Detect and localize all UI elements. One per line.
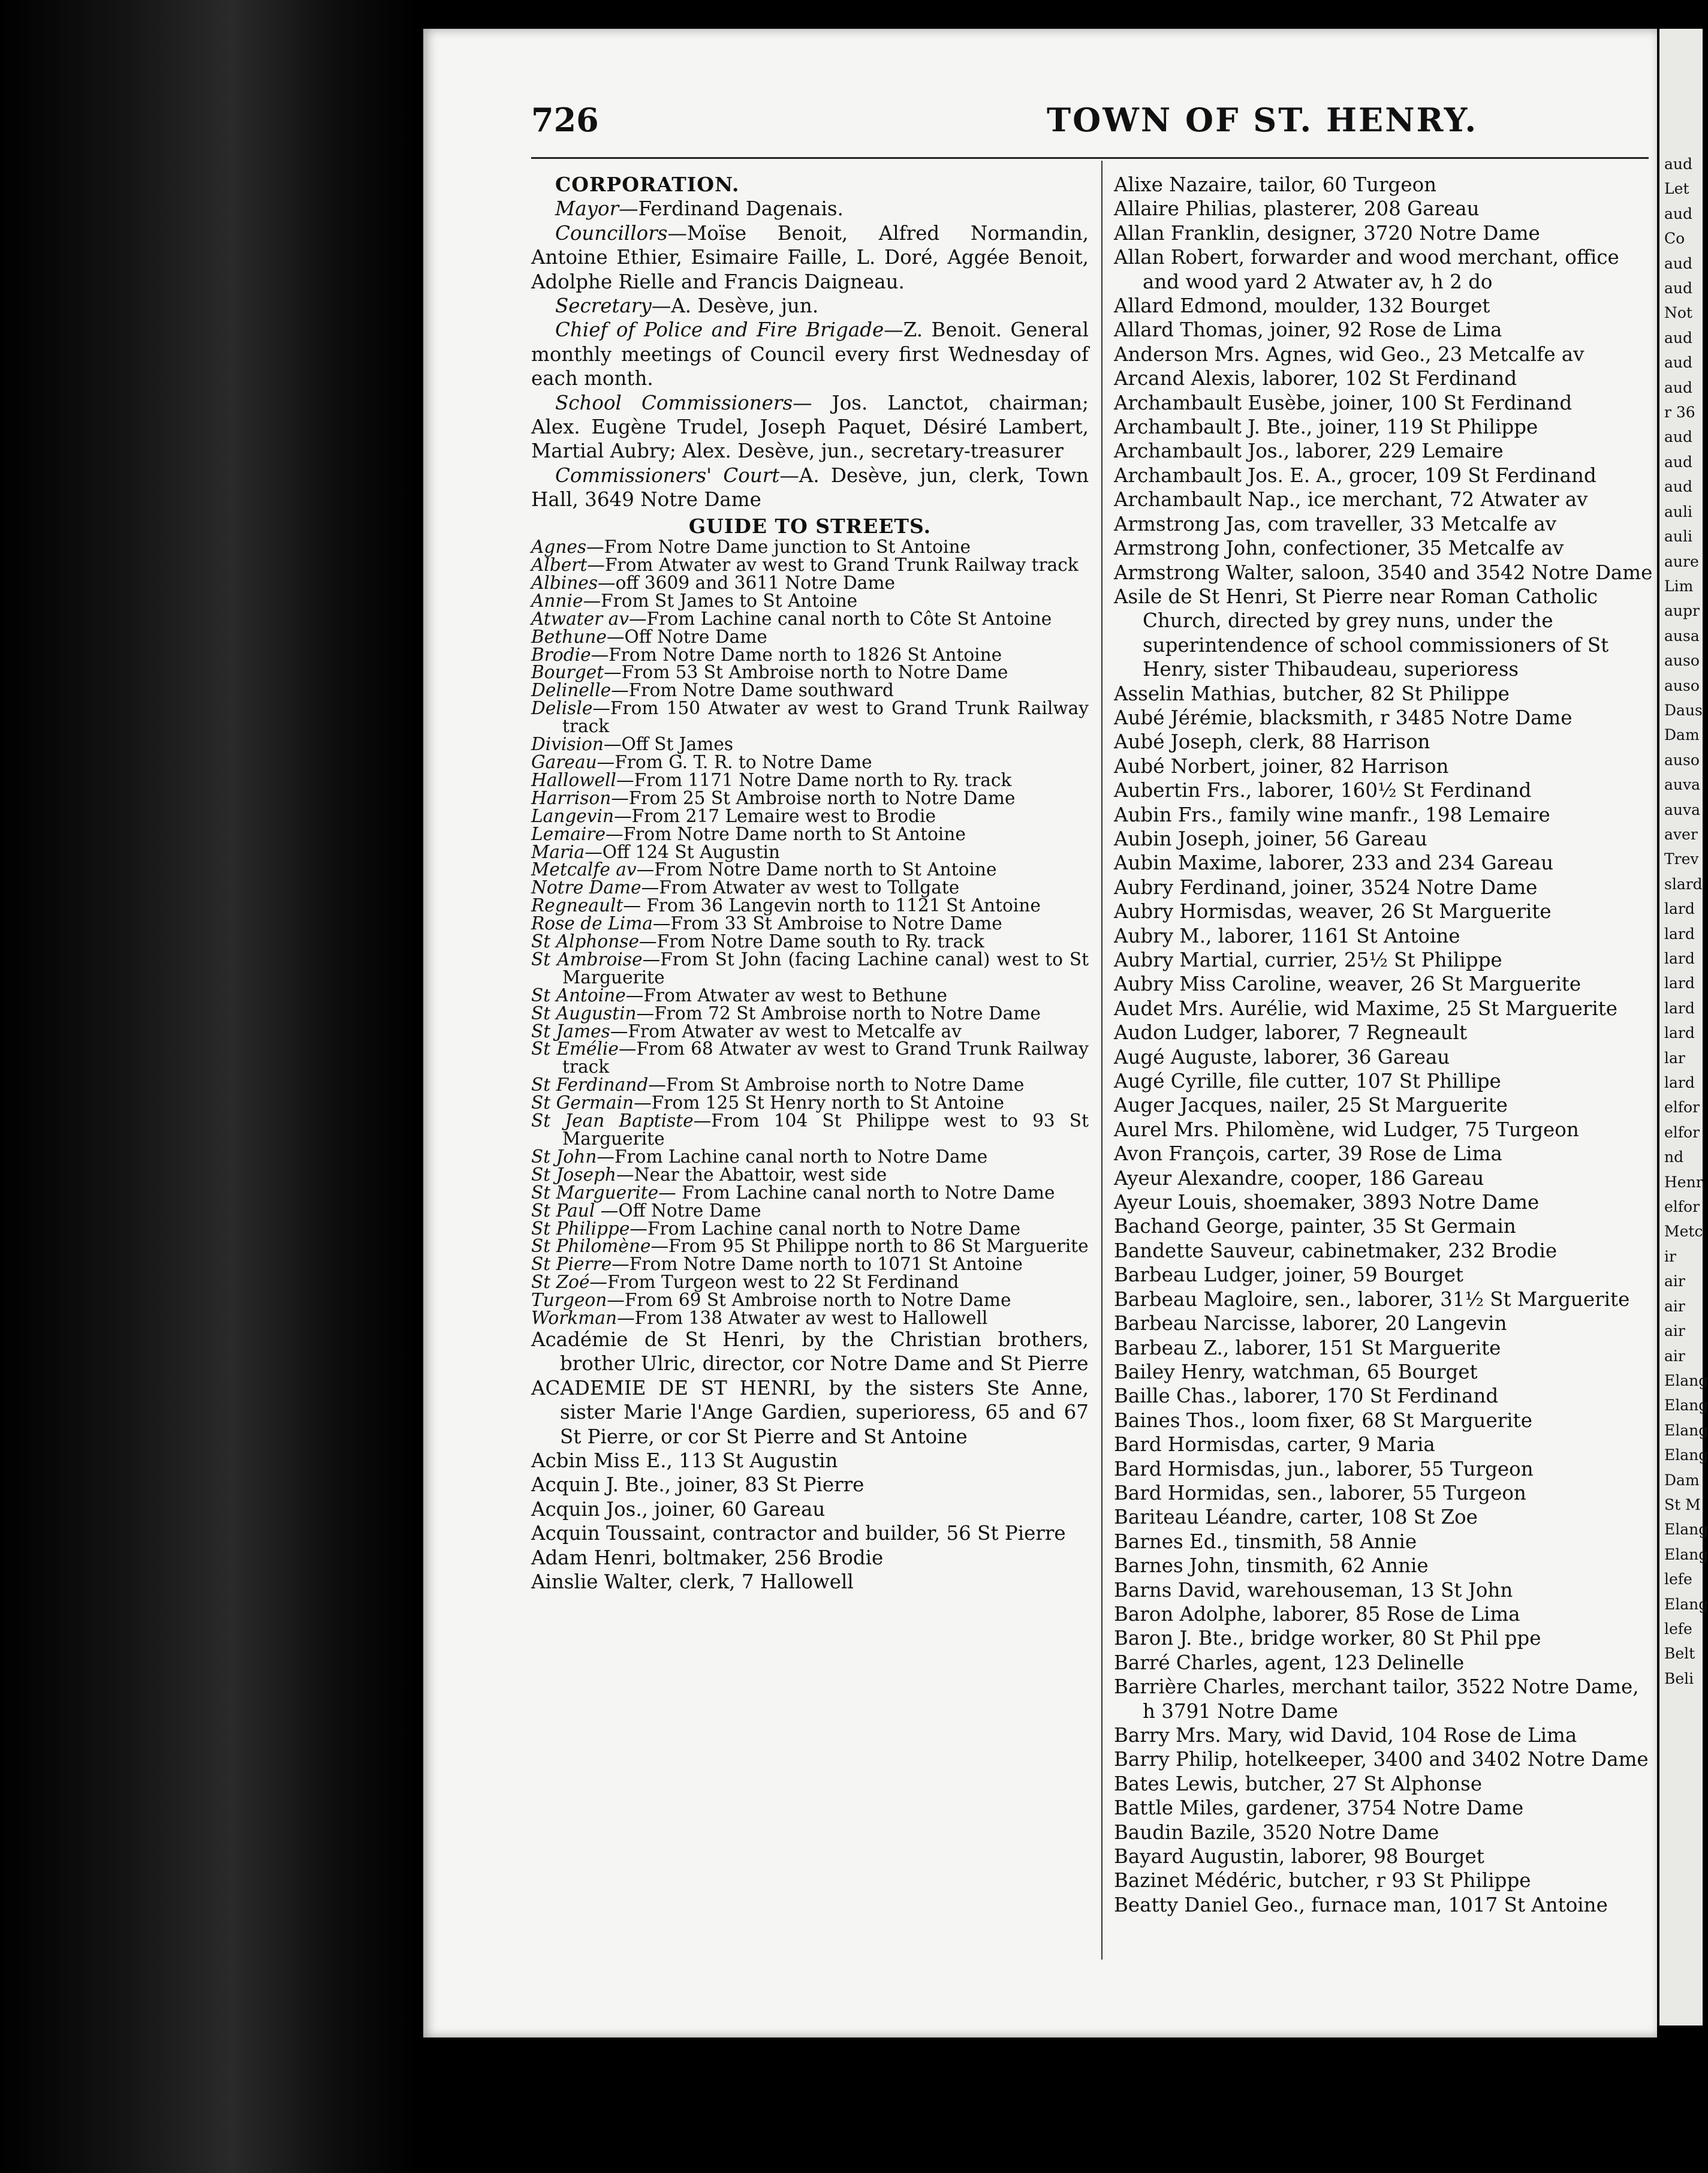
directory-entry: Ayeur Alexandre, cooper, 186 Gareau <box>1114 1166 1484 1190</box>
street-description: —From Atwater av west to Metcalfe av <box>610 1021 962 1042</box>
street-entry <box>531 1164 1089 1185</box>
street-description: —From Atwater av west to Bethune <box>625 985 948 1006</box>
adjacent-fragment: Henr <box>1664 1173 1703 1191</box>
street-name: St Jean Baptiste <box>531 1110 694 1131</box>
street-entry <box>531 913 1089 934</box>
directory-entry: ACADEMIE DE ST HENRI, by the sisters Ste Anne, sister Marie l'Ange Gardien, superioress, 65 and 67 St Pierre, or cor St Pierre and St Antoine <box>531 1376 1089 1448</box>
directory-entry: Aubry Hormisdas, weaver, 26 St Marguerite <box>1114 900 1552 923</box>
adjacent-fragment: Belt <box>1664 1645 1695 1663</box>
street-entry <box>531 895 1089 916</box>
street-name: Atwater av <box>531 608 629 629</box>
adjacent-fragment: auso <box>1664 652 1700 670</box>
directory-entry: Avon François, carter, 39 Rose de Lima <box>1114 1142 1502 1166</box>
street-entry <box>531 644 1089 665</box>
office-text: —A. Desève, jun, clerk, Town Hall, 3649 Notre Dame <box>531 464 1089 511</box>
directory-entry: Acquin J. Bte., joiner, 83 St Pierre <box>531 1473 864 1497</box>
adjacent-fragment: auva <box>1664 776 1701 794</box>
street-entry <box>531 859 1089 880</box>
adjacent-fragment: Elang <box>1664 1397 1708 1414</box>
street-entry <box>531 1272 1089 1293</box>
adjacent-fragment: air <box>1664 1322 1685 1340</box>
street-description: —From Atwater av west to Tollgate <box>641 877 960 898</box>
directory-entry: Aubin Maxime, laborer, 233 and 234 Gareau <box>1114 851 1554 875</box>
street-name: Harrison <box>531 787 611 808</box>
street-entry <box>531 949 1089 988</box>
street-description: —From Notre Dame junction to St Antoine <box>586 537 971 558</box>
adjacent-fragment: aud <box>1664 428 1693 446</box>
directory-entry: Aubé Norbert, joiner, 82 Harrison <box>1114 754 1449 778</box>
street-entry <box>531 734 1089 755</box>
directory-entry: Acbin Miss E., 113 St Augustin <box>531 1449 838 1472</box>
adjacent-fragment: Co <box>1664 230 1685 248</box>
street-description: —From 69 St Ambroise north to Notre Dame <box>607 1290 1011 1311</box>
scan-background <box>0 0 420 2173</box>
directory-entry: Allan Franklin, designer, 3720 Notre Dame <box>1114 221 1540 245</box>
street-description: —Off Notre Dame <box>595 1200 761 1221</box>
street-entry <box>531 626 1089 647</box>
office-text: —Ferdinand Dagenais. <box>619 197 844 221</box>
adjacent-fragment: elfor <box>1664 1198 1700 1216</box>
left-column <box>531 173 1089 1594</box>
directory-entry: Allard Thomas, joiner, 92 Rose de Lima <box>1114 318 1502 342</box>
corporation-heading: CORPORATION. <box>555 173 740 196</box>
street-name: Metcalfe av <box>531 859 637 880</box>
adjacent-fragment: lard <box>1664 1024 1695 1042</box>
adjacent-fragment: auli <box>1664 502 1692 520</box>
directory-entry: Archambault Eusèbe, joiner, 100 St Ferdinand <box>1114 391 1573 414</box>
street-name: St Emélie <box>531 1039 619 1060</box>
adjacent-fragment: Dam <box>1664 1471 1700 1489</box>
directory-entry: Acquin Toussaint, contractor and builder, 56 St Pierre <box>531 1522 1066 1545</box>
directory-entry: Auger Jacques, nailer, 25 St Marguerite <box>1114 1094 1508 1117</box>
street-description: —From St Ambroise north to Notre Dame <box>648 1075 1025 1095</box>
street-entry <box>531 590 1089 611</box>
street-description: —From 1171 Notre Dame north to Ry. track <box>616 769 1012 790</box>
street-description: —From Notre Dame south to Ry. track <box>639 931 984 952</box>
street-entry <box>531 1039 1089 1078</box>
adjacent-fragment: Metc <box>1664 1223 1703 1241</box>
directory-entry: Baudin Bazile, 3520 Notre Dame <box>1114 1820 1439 1844</box>
street-name: St Alphonse <box>531 931 639 952</box>
adjacent-fragment: nd <box>1664 1148 1684 1166</box>
adjacent-fragment: Elang <box>1664 1545 1708 1563</box>
directory-entry: Bard Hormidas, sen., laborer, 55 Turgeon <box>1114 1481 1526 1504</box>
street-name: St Ferdinand <box>531 1075 649 1095</box>
street-entry <box>531 1218 1089 1239</box>
directory-entry: Barns David, warehouseman, 13 St John <box>1114 1578 1513 1602</box>
directory-entry: Audon Ludger, laborer, 7 Regneault <box>1114 1021 1467 1045</box>
adjacent-fragment: aud <box>1664 254 1693 272</box>
street-description: —Off 124 St Augustin <box>585 841 780 862</box>
adjacent-fragment: Elang <box>1664 1595 1708 1613</box>
street-description: —From Notre Dame north to St Antoine <box>636 859 997 880</box>
office-text: — Jos. Lanctot, chairman; Alex. Eugène Trudel, Joseph Paquet, Désiré Lambert, Martial Aubry; Alex. Desève, jun., secretary-treasurer <box>531 391 1089 463</box>
adjacent-fragment: Elang <box>1664 1446 1708 1464</box>
adjacent-fragment: ausa <box>1664 627 1700 645</box>
corporation-paragraph <box>531 197 1089 221</box>
adjacent-fragment: lard <box>1664 950 1695 967</box>
street-description: —From Notre Dame north to 1071 St Antoine <box>611 1254 1023 1275</box>
left-directory-entries <box>531 1328 1089 1594</box>
street-description: —From Turgeon west to 22 St Ferdinand <box>589 1272 959 1293</box>
adjacent-fragment: ir <box>1664 1247 1676 1265</box>
directory-entry: Allard Edmond, moulder, 132 Bourget <box>1114 294 1490 318</box>
page-header <box>531 71 1646 143</box>
street-description: —From Notre Dame north to St Antoine <box>606 823 966 844</box>
street-name: St Pierre <box>531 1254 612 1275</box>
street-description: —Off Notre Dame <box>606 626 767 647</box>
adjacent-fragment: air <box>1664 1297 1685 1315</box>
corporation-paragraphs <box>531 197 1089 511</box>
adjacent-fragment: Let <box>1664 180 1689 198</box>
street-name: Brodie <box>531 644 591 665</box>
street-name: Maria <box>531 841 585 862</box>
right-directory-entries <box>1114 173 1653 1917</box>
adjacent-fragment: auso <box>1664 751 1700 769</box>
directory-entry: Armstrong Jas, com traveller, 33 Metcalfe av <box>1114 512 1557 535</box>
street-name: St Paul <box>531 1200 595 1221</box>
directory-entry: Augé Cyrille, file cutter, 107 St Phillipe <box>1114 1070 1501 1093</box>
adjacent-fragment: Daus <box>1664 701 1703 719</box>
adjacent-fragment: Not <box>1664 304 1692 322</box>
street-entry <box>531 537 1089 558</box>
street-name: Bourget <box>531 662 604 683</box>
street-description: —Off St James <box>603 734 734 755</box>
adjacent-fragment: Beli <box>1664 1669 1694 1687</box>
adjacent-fragment: auva <box>1664 800 1701 818</box>
adjacent-fragment: slard <box>1664 875 1703 893</box>
directory-entry: Bachand George, painter, 35 St Germain <box>1114 1215 1516 1238</box>
directory-entry: Ainslie Walter, clerk, 7 Hallowell <box>531 1570 854 1594</box>
street-entry <box>531 931 1089 952</box>
street-entry <box>531 1290 1089 1311</box>
directory-entry: Barré Charles, agent, 123 Delinelle <box>1114 1651 1465 1674</box>
street-name: Division <box>531 734 604 755</box>
directory-entry: Académie de St Henri, by the Christian brothers, brother Ulric, director, cor Notre Dame and St Pierre <box>531 1328 1089 1376</box>
street-name: St Marguerite <box>531 1182 659 1203</box>
adjacent-fragment: lar <box>1664 1049 1685 1067</box>
directory-entry: Aubé Joseph, clerk, 88 Harrison <box>1114 730 1430 754</box>
street-name: Agnes <box>531 537 587 558</box>
street-name: Lemaire <box>531 823 606 844</box>
street-description: —From 217 Lemaire west to Brodie <box>614 805 936 826</box>
corporation-paragraph <box>531 391 1089 464</box>
street-name: Gareau <box>531 751 597 772</box>
office-label: School Commissioners <box>555 391 793 414</box>
street-description: —From 95 St Philippe north to 86 St Marguerite <box>650 1236 1089 1257</box>
corporation-paragraph <box>531 294 1089 318</box>
directory-entry: Bayard Augustin, laborer, 98 Bourget <box>1114 1845 1484 1868</box>
street-description: —From 104 St Philippe west to 93 St Marguerite <box>562 1110 1089 1149</box>
office-label: Councillors <box>555 221 668 245</box>
street-entry <box>531 787 1089 808</box>
street-name: Albines <box>531 572 598 593</box>
office-text: —Moïse Benoit, Alfred Normandin, Antoine Ethier, Esimaire Faille, L. Doré, Aggée Benoit, Adolphe Rielle and Francis Daigneau. <box>531 221 1089 293</box>
directory-page <box>423 29 1657 2037</box>
adjacent-fragment: aud <box>1664 279 1693 297</box>
corporation-paragraph <box>531 221 1089 294</box>
adjacent-fragment: lard <box>1664 999 1695 1017</box>
street-name: Delisle <box>531 698 593 719</box>
directory-entry: Asselin Mathias, butcher, 82 St Philippe <box>1114 682 1510 705</box>
directory-entry: Armstrong John, confectioner, 35 Metcalfe av <box>1114 537 1564 560</box>
street-description: —From Lachine canal north to Côte St Antoine <box>629 608 1052 629</box>
street-entry <box>531 1146 1089 1167</box>
directory-entry: Aubertin Frs., laborer, 160½ St Ferdinand <box>1114 779 1532 802</box>
directory-entry: Asile de St Henri, St Pierre near Roman Catholic Church, directed by grey nuns, under the superintendence of school commissioners of St Henry, sister Thibaudeau, superioress <box>1114 585 1609 681</box>
directory-entry: Barbeau Narcisse, laborer, 20 Langevin <box>1114 1312 1507 1335</box>
directory-entry: Aubin Joseph, joiner, 56 Gareau <box>1114 827 1427 850</box>
street-description: —From 33 St Ambroise to Notre Dame <box>652 913 1002 934</box>
street-entry <box>531 805 1089 826</box>
directory-entry: Barrière Charles, merchant tailor, 3522 Notre Dame, h 3791 Notre Dame <box>1114 1675 1639 1723</box>
street-entry <box>531 1182 1089 1203</box>
directory-entry: Arcand Alexis, laborer, 102 St Ferdinand <box>1114 367 1517 390</box>
directory-entry: Baille Chas., laborer, 170 St Ferdinand <box>1114 1385 1499 1408</box>
street-name: Rose de Lima <box>531 913 653 934</box>
street-name: Bethune <box>531 626 607 647</box>
street-entry <box>531 698 1089 737</box>
street-name: Turgeon <box>531 1290 607 1311</box>
directory-entry: Bazinet Médéric, butcher, r 93 St Philippe <box>1114 1869 1531 1892</box>
street-entry <box>531 769 1089 790</box>
directory-entry: Bariteau Léandre, carter, 108 St Zoe <box>1114 1506 1478 1529</box>
directory-entry: Bard Hormisdas, carter, 9 Maria <box>1114 1433 1435 1456</box>
adjacent-fragment: Lim <box>1664 577 1694 595</box>
street-description: — From 36 Langevin north to 1121 St Antoine <box>623 895 1041 916</box>
page-number: 726 <box>531 101 599 139</box>
street-description: —From Notre Dame north to 1826 St Antoine <box>591 644 1002 665</box>
directory-entry: Audet Mrs. Aurélie, wid Maxime, 25 St Marguerite <box>1114 997 1618 1020</box>
street-name: Regneault <box>531 895 623 916</box>
street-entry <box>531 1003 1089 1024</box>
adjacent-fragment: lefe <box>1664 1620 1692 1638</box>
street-entry <box>531 1200 1089 1221</box>
street-description: —From 125 St Henry north to St Antoine <box>634 1092 1005 1113</box>
adjacent-fragment: aure <box>1664 552 1699 570</box>
street-entry <box>531 680 1089 701</box>
adjacent-fragment: aver <box>1664 825 1698 843</box>
street-entry <box>531 877 1089 898</box>
corporation-paragraph <box>531 464 1089 512</box>
adjacent-fragment: Dam <box>1664 726 1700 744</box>
street-entry <box>531 1075 1089 1095</box>
adjacent-fragment: lard <box>1664 900 1695 918</box>
directory-entry: Alixe Nazaire, tailor, 60 Turgeon <box>1114 173 1437 196</box>
adjacent-fragment: Trev <box>1664 850 1699 868</box>
street-guide-list <box>531 538 1089 1328</box>
directory-entry: Barbeau Ludger, joiner, 59 Bourget <box>1114 1263 1463 1287</box>
street-entry <box>531 751 1089 772</box>
corporation-paragraph <box>531 318 1089 390</box>
directory-entry: Anderson Mrs. Agnes, wid Geo., 23 Metcalfe av <box>1114 342 1585 366</box>
adjacent-fragment: auli <box>1664 528 1692 546</box>
street-entry <box>531 572 1089 593</box>
corporation-section <box>531 173 1089 512</box>
adjacent-fragment: r 36 <box>1664 404 1695 422</box>
streets-heading: GUIDE TO STREETS. <box>688 514 932 538</box>
street-name: St Ambroise <box>531 949 643 970</box>
directory-entry: Archambault J. Bte., joiner, 119 St Philippe <box>1114 416 1538 439</box>
adjacent-fragment: aud <box>1664 155 1693 173</box>
street-name: St Joseph <box>531 1164 616 1185</box>
street-description: —From G. T. R. to Notre Dame <box>597 751 872 772</box>
directory-entry: Beatty Daniel Geo., furnace man, 1017 St Antoine <box>1114 1893 1608 1916</box>
directory-entry: Acquin Jos., joiner, 60 Gareau <box>531 1497 826 1521</box>
adjacent-fragment: aupr <box>1664 602 1700 620</box>
adjacent-fragment: St M <box>1664 1495 1701 1513</box>
directory-entry: Barry Philip, hotelkeeper, 3400 and 3402 Notre Dame <box>1114 1748 1649 1771</box>
adjacent-fragment: aud <box>1664 478 1693 496</box>
adjacent-fragment: aud <box>1664 453 1693 471</box>
street-description: — From Lachine canal north to Notre Dame <box>658 1182 1055 1203</box>
directory-entry: Barbeau Z., laborer, 151 St Marguerite <box>1114 1336 1501 1359</box>
adjacent-fragment: lard <box>1664 1074 1695 1092</box>
street-entry <box>531 985 1089 1006</box>
street-description: —From Lachine canal north to Notre Dame <box>629 1218 1021 1239</box>
office-text: —A. Desève, jun. <box>651 294 819 318</box>
street-name: Langevin <box>531 805 614 826</box>
street-entry <box>531 1021 1089 1042</box>
street-name: Hallowell <box>531 769 616 790</box>
adjacent-fragment: lefe <box>1664 1570 1692 1588</box>
street-name: St John <box>531 1146 597 1167</box>
office-label: Commissioners' Court <box>555 464 780 487</box>
adjacent-page-edge <box>1659 29 1708 2025</box>
adjacent-fragment: lard <box>1664 925 1695 943</box>
street-entry <box>531 1110 1089 1149</box>
adjacent-fragment: auso <box>1664 676 1700 694</box>
street-entry <box>531 1254 1089 1275</box>
directory-entry: Ayeur Louis, shoemaker, 3893 Notre Dame <box>1114 1191 1540 1214</box>
directory-entry: Aubry Miss Caroline, weaver, 26 St Marguerite <box>1114 973 1582 996</box>
column-divider <box>1101 161 1102 1960</box>
street-description: —From St John (facing Lachine canal) west to St Marguerite <box>562 949 1089 988</box>
directory-entry: Armstrong Walter, saloon, 3540 and 3542 Notre Dame <box>1114 561 1653 584</box>
directory-entry: Allan Robert, forwarder and wood merchant, office and wood yard 2 Atwater av, h 2 do <box>1114 246 1619 293</box>
street-entry <box>531 1092 1089 1113</box>
directory-entry: Adam Henri, boltmaker, 256 Brodie <box>531 1546 884 1569</box>
adjacent-fragment: Elang <box>1664 1521 1708 1539</box>
street-description: —From 72 St Ambroise north to Notre Dame <box>636 1003 1041 1024</box>
street-description: —From St James to St Antoine <box>583 590 858 611</box>
directory-entry: Bandette Sauveur, cabinetmaker, 232 Brodie <box>1114 1239 1558 1262</box>
directory-entry: Archambault Jos., laborer, 229 Lemaire <box>1114 440 1504 463</box>
street-entry <box>531 608 1089 629</box>
street-name: St James <box>531 1021 610 1042</box>
office-label: Secretary <box>555 294 652 318</box>
street-description: —From 150 Atwater av west to Grand Trunk Railway track <box>562 698 1089 737</box>
directory-entry: Archambault Jos. E. A., grocer, 109 St Ferdinand <box>1114 464 1596 487</box>
street-description: —From 138 Atwater av west to Hallowell <box>617 1308 988 1329</box>
street-entry <box>531 1308 1089 1329</box>
street-name: Delinelle <box>531 680 611 701</box>
street-description: —From 53 St Ambroise north to Notre Dame <box>604 662 1008 683</box>
directory-entry: Aurel Mrs. Philomène, wid Ludger, 75 Turgeon <box>1114 1118 1579 1141</box>
street-description: —From Notre Dame southward <box>611 680 894 701</box>
adjacent-fragment: aud <box>1664 378 1693 396</box>
adjacent-fragment: aud <box>1664 204 1693 222</box>
directory-entry: Barry Mrs. Mary, wid David, 104 Rose de Lima <box>1114 1724 1577 1747</box>
directory-entry: Aubry M., laborer, 1161 St Antoine <box>1114 924 1460 947</box>
street-description: —From Lachine canal north to Notre Dame <box>597 1146 988 1167</box>
directory-entry: Barnes Ed., tinsmith, 58 Annie <box>1114 1530 1417 1553</box>
street-entry <box>531 841 1089 862</box>
street-name: Notre Dame <box>531 877 641 898</box>
street-entry <box>531 662 1089 683</box>
adjacent-fragment: air <box>1664 1347 1685 1365</box>
office-label: Mayor <box>555 197 619 221</box>
directory-entry: Baines Thos., loom fixer, 68 St Marguerite <box>1114 1408 1532 1432</box>
street-name: St Germain <box>531 1092 634 1113</box>
directory-entry: Barbeau Magloire, sen., laborer, 31½ St Marguerite <box>1114 1287 1630 1311</box>
adjacent-fragment: Elang <box>1664 1421 1708 1439</box>
adjacent-page-fragments <box>1659 29 1708 1691</box>
directory-entry: Bard Hormisdas, jun., laborer, 55 Turgeon <box>1114 1457 1534 1480</box>
directory-entry: Aubry Martial, currier, 25½ St Philippe <box>1114 949 1502 971</box>
street-description: —From Atwater av west to Grand Trunk Railway track <box>587 555 1079 575</box>
street-name: Annie <box>531 590 583 611</box>
header-rule <box>531 157 1649 159</box>
directory-entry: Bates Lewis, butcher, 27 St Alphonse <box>1114 1772 1483 1795</box>
directory-entry: Baron J. Bte., bridge worker, 80 St Phil ppe <box>1114 1627 1541 1650</box>
directory-entry: Barnes John, tinsmith, 62 Annie <box>1114 1554 1429 1578</box>
street-name: Workman <box>531 1308 617 1329</box>
street-name: St Zoé <box>531 1272 590 1293</box>
office-text: —Z. Benoit. General monthly meetings of Council every first Wednesday of each month. <box>531 318 1089 390</box>
adjacent-fragment: Elang <box>1664 1371 1708 1389</box>
directory-entry: Aubin Frs., family wine manfr., 198 Lemaire <box>1114 803 1550 826</box>
street-name: St Antoine <box>531 985 626 1006</box>
street-name: St Philippe <box>531 1218 630 1239</box>
adjacent-fragment: air <box>1664 1272 1685 1290</box>
office-label: Chief of Police and Fire Brigade <box>555 318 884 342</box>
adjacent-fragment: elfor <box>1664 1098 1700 1116</box>
street-description: —From 68 Atwater av west to Grand Trunk Railway track <box>562 1039 1089 1078</box>
directory-entry: Aubé Jérémie, blacksmith, r 3485 Notre Dame <box>1114 706 1573 729</box>
street-entry <box>531 1236 1089 1257</box>
running-head: TOWN OF ST. HENRY. <box>1047 101 1478 139</box>
street-description: —off 3609 and 3611 Notre Dame <box>598 572 895 593</box>
directory-entry: Archambault Nap., ice merchant, 72 Atwater av <box>1114 488 1588 511</box>
directory-entry: Battle Miles, gardener, 3754 Notre Dame <box>1114 1796 1524 1820</box>
adjacent-fragment: lard <box>1664 974 1695 992</box>
directory-entry: Allaire Philias, plasterer, 208 Gareau <box>1114 197 1480 221</box>
street-description: —Near the Abattoir, west side <box>616 1164 887 1185</box>
street-entry <box>531 823 1089 844</box>
adjacent-fragment: aud <box>1664 354 1693 372</box>
directory-entry: Augé Auguste, laborer, 36 Gareau <box>1114 1045 1450 1069</box>
street-description: —From 25 St Ambroise north to Notre Dame <box>611 787 1016 808</box>
street-name: Albert <box>531 555 588 575</box>
street-name: St Philomène <box>531 1236 651 1257</box>
adjacent-fragment: aud <box>1664 329 1693 347</box>
directory-entry: Baron Adolphe, laborer, 85 Rose de Lima <box>1114 1602 1520 1626</box>
directory-entry: Bailey Henry, watchman, 65 Bourget <box>1114 1360 1478 1383</box>
street-entry <box>531 555 1089 575</box>
directory-entry: Aubry Ferdinand, joiner, 3524 Notre Dame <box>1114 875 1538 899</box>
street-name: St Augustin <box>531 1003 637 1024</box>
adjacent-fragment: elfor <box>1664 1123 1700 1141</box>
